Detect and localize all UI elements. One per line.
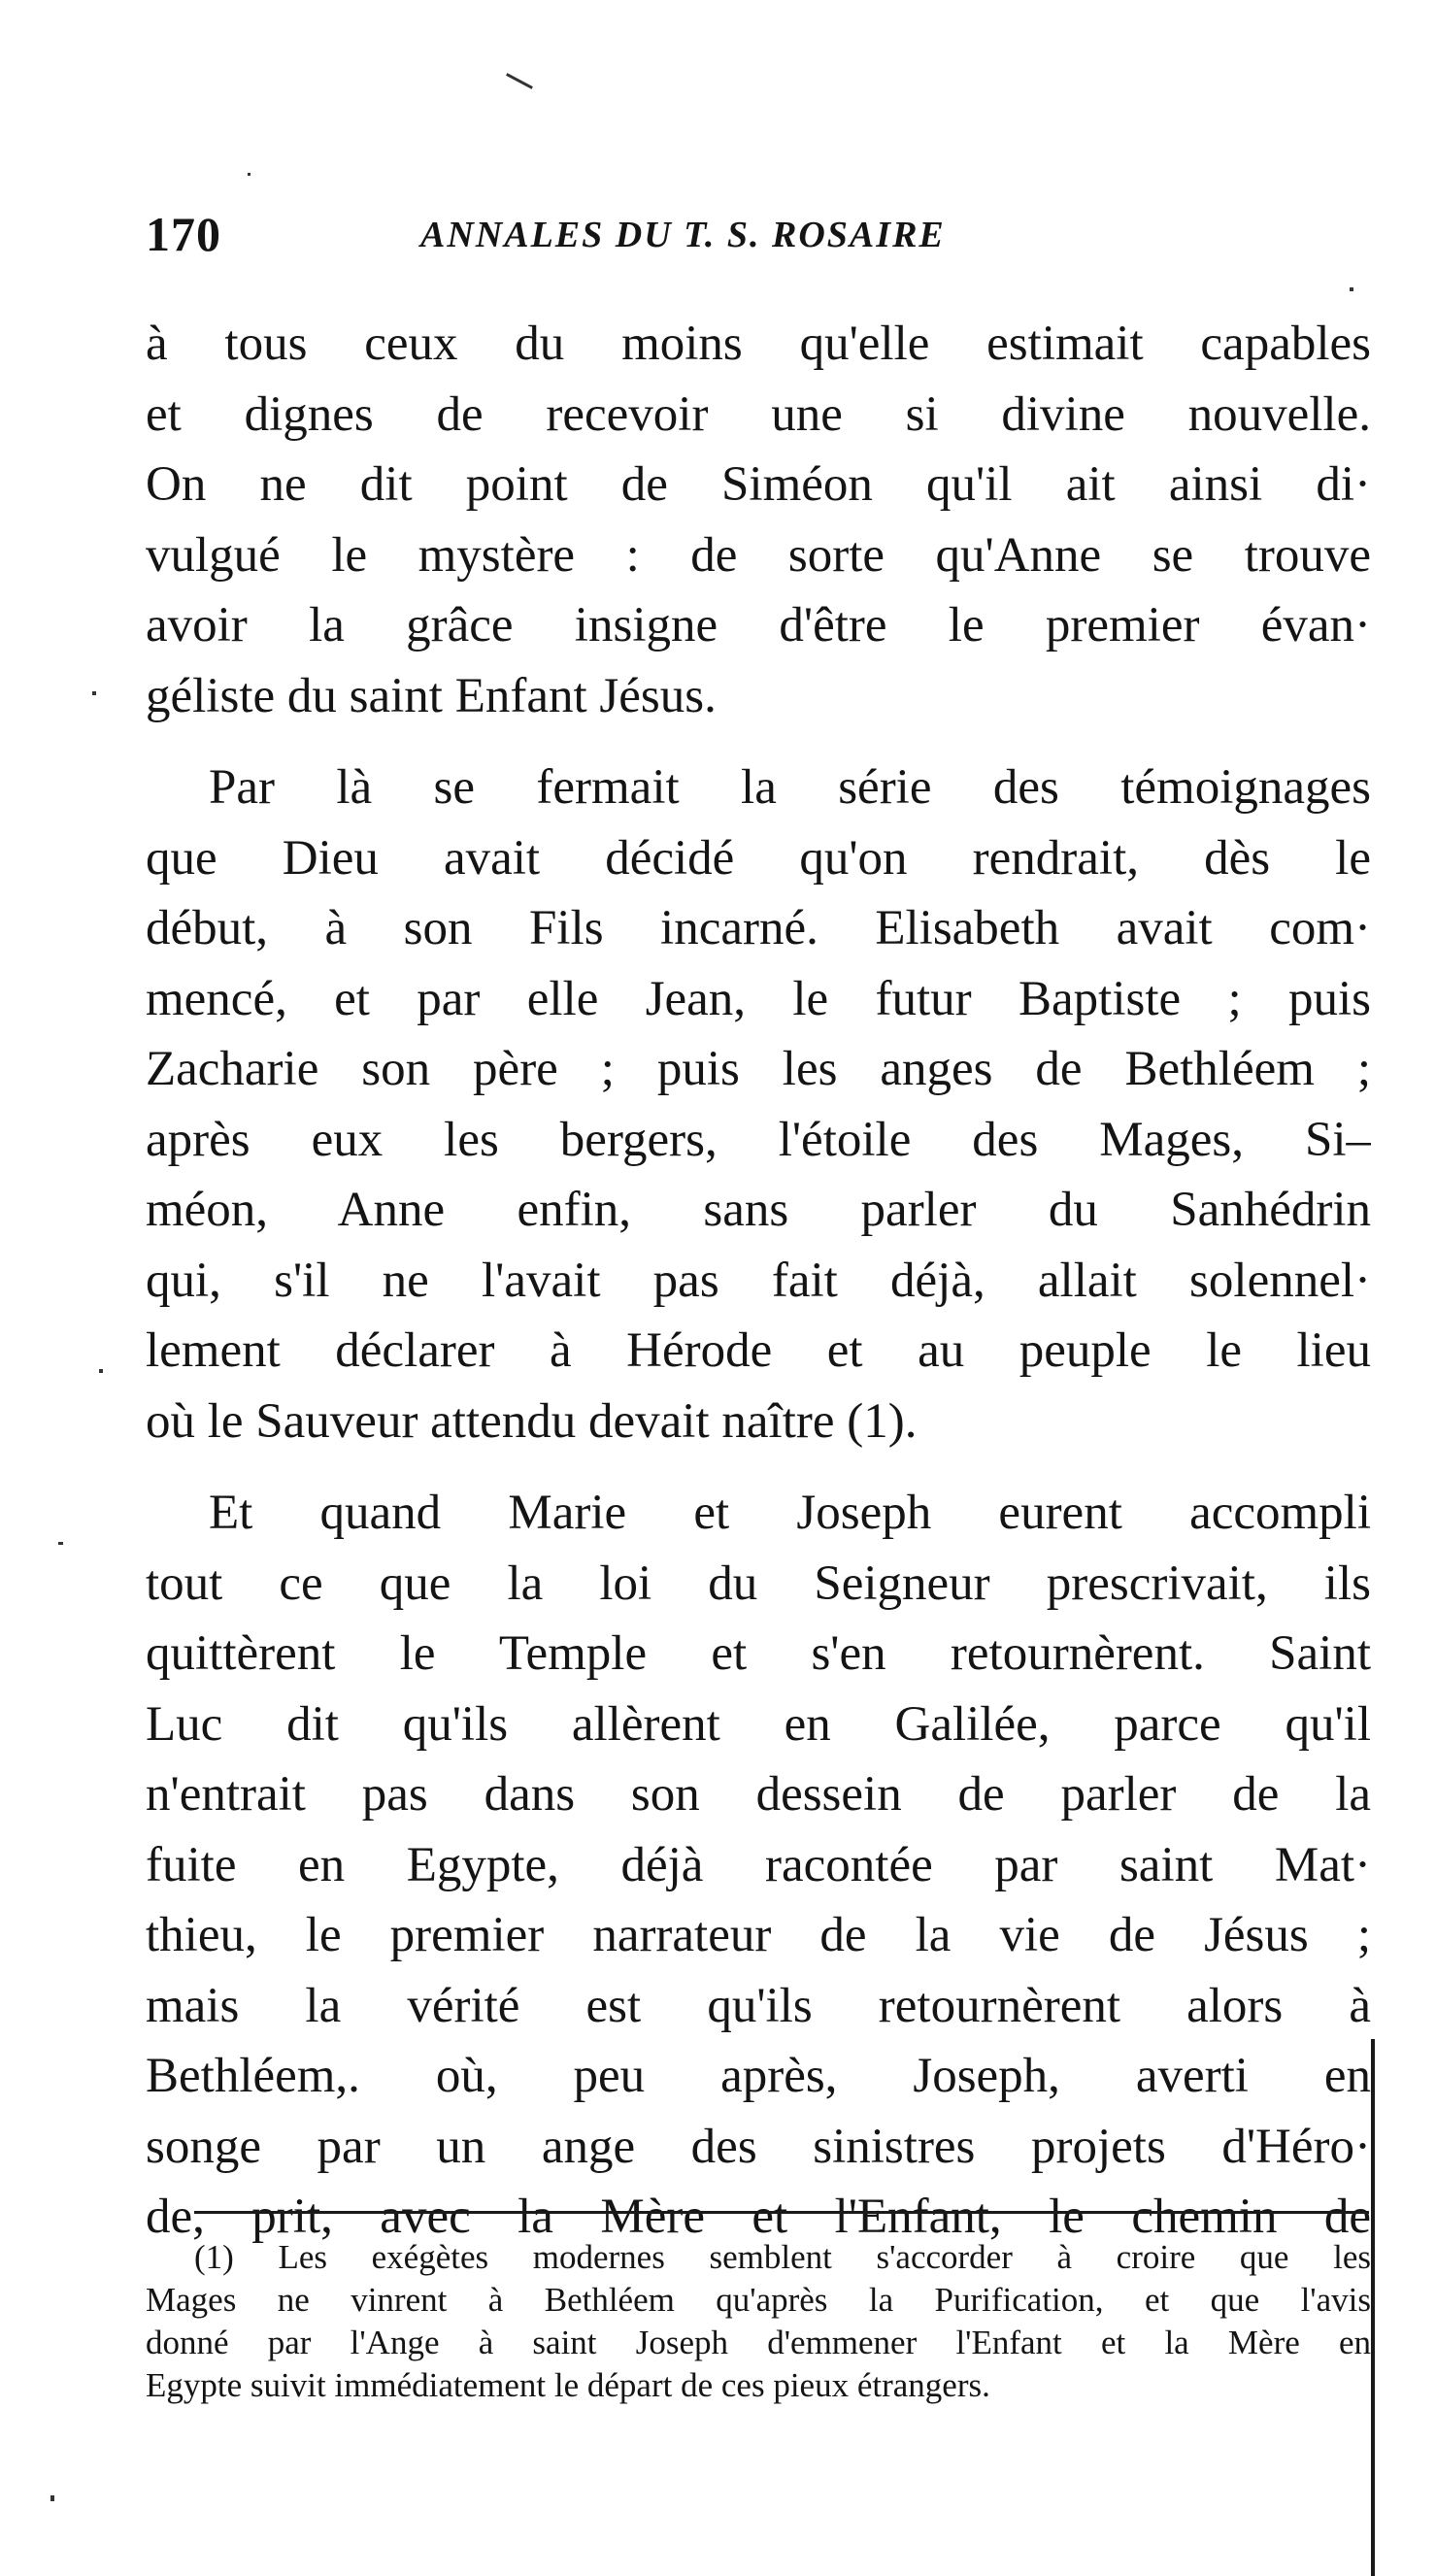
running-title: ANNALES DU T. S. ROSAIRE bbox=[420, 215, 946, 255]
print-speck bbox=[50, 2495, 54, 2501]
text-line: de, prit, avec la Mère et l'Enfant, le chemin de bbox=[146, 2190, 1371, 2244]
footnote-line: (1) Les exégètes modernes semblent s'accorder à croire que les bbox=[194, 2238, 1371, 2276]
text-line: Par là se fermait la série des témoignages bbox=[209, 760, 1371, 815]
text-line: méon, Anne enfin, sans parler du Sanhédrin bbox=[146, 1183, 1371, 1237]
paragraph-3 bbox=[146, 1478, 1371, 2253]
footnote-line: donné par l'Ange à saint Joseph d'emmener l'Enfant et la Mère en bbox=[146, 2324, 1371, 2361]
page-edge-line bbox=[1371, 2039, 1375, 2576]
print-speck bbox=[506, 73, 533, 89]
text-line: On ne dit point de Siméon qu'il ait ainsi di· bbox=[146, 457, 1371, 512]
text-line: lement déclarer à Hérode et au peuple le lieu bbox=[146, 1323, 1371, 1378]
text-line: vulgué le mystère : de sorte qu'Anne se trouve bbox=[146, 527, 1371, 583]
text-line: Zacharie son père ; puis les anges de Bethléem ; bbox=[146, 1042, 1371, 1096]
text-line: quittèrent le Temple et s'en retournèrent. Saint bbox=[146, 1626, 1371, 1681]
footnote bbox=[146, 2236, 1371, 2407]
text-line: et dignes de recevoir une si divine nouvelle. bbox=[146, 386, 1371, 442]
text-line: songe par un ange des sinistres projets d'Héro· bbox=[146, 2119, 1371, 2174]
text-line: après eux les bergers, l'étoile des Mages, Si– bbox=[146, 1112, 1371, 1167]
footnote-line: Mages ne vinrent à Bethléem qu'après la Purification, et que l'avis bbox=[146, 2281, 1371, 2319]
print-speck bbox=[92, 691, 96, 695]
print-speck bbox=[58, 1542, 63, 1545]
page-header bbox=[146, 206, 1369, 264]
text-line: Bethléem,. où, peu après, Joseph, averti en bbox=[146, 2049, 1371, 2103]
print-speck bbox=[248, 173, 250, 176]
text-line: début, à son Fils incarné. Elisabeth avait com· bbox=[146, 901, 1371, 955]
text-line: n'entrait pas dans son dessein de parler de la bbox=[146, 1767, 1371, 1822]
body-text bbox=[146, 309, 1371, 2253]
text-line: qui, s'il ne l'avait pas fait déjà, allait solennel· bbox=[146, 1253, 1371, 1308]
footnote-separator bbox=[194, 2211, 1369, 2214]
page-number: 170 bbox=[146, 207, 221, 261]
footnote-line: Egypte suivit immédiatement le départ de ces pieux étrangers. bbox=[146, 2366, 990, 2404]
text-line: mencé, et par elle Jean, le futur Baptiste ; puis bbox=[146, 971, 1371, 1026]
text-line: mais la vérité est qu'ils retournèrent alors à bbox=[146, 1978, 1371, 2033]
print-speck bbox=[99, 1369, 103, 1373]
paragraph-2 bbox=[146, 753, 1371, 1456]
text-line: tout ce que la loi du Seigneur prescrivait, ils bbox=[146, 1556, 1371, 1611]
print-speck bbox=[1350, 287, 1353, 291]
text-line: que Dieu avait décidé qu'on rendrait, dès le bbox=[146, 830, 1371, 886]
text-line: Et quand Marie et Joseph eurent accompli bbox=[209, 1486, 1371, 1540]
text-line: Luc dit qu'ils allèrent en Galilée, parce qu'il bbox=[146, 1696, 1371, 1752]
paragraph-1 bbox=[146, 309, 1371, 731]
text-line: à tous ceux du moins qu'elle estimait capables bbox=[146, 317, 1371, 371]
text-line: thieu, le premier narrateur de la vie de Jésus ; bbox=[146, 1908, 1371, 1962]
text-line: fuite en Egypte, déjà racontée par saint Mat· bbox=[146, 1837, 1371, 1892]
text-line: avoir la grâce insigne d'être le premier évan· bbox=[146, 598, 1371, 652]
text-line: géliste du saint Enfant Jésus. bbox=[146, 668, 717, 723]
text-line: où le Sauveur attendu devait naître (1). bbox=[146, 1393, 918, 1449]
